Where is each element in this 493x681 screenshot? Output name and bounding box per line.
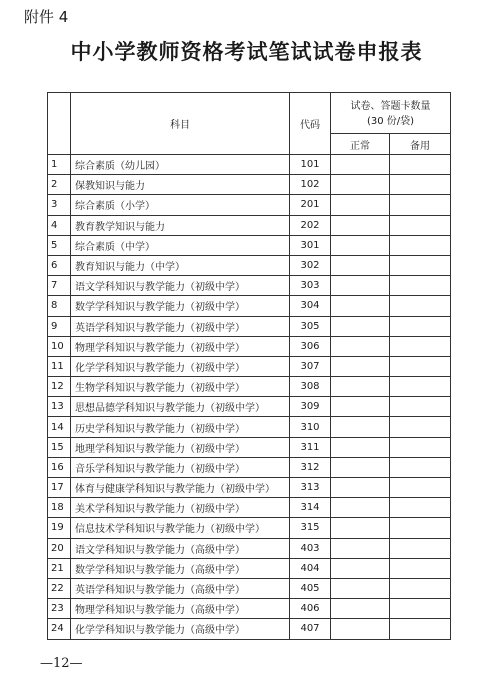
subject-cell: 体育与健康学科知识与教学能力（初级中学） [71,478,290,498]
normal-count-cell [331,235,390,255]
attachment-label: 附件 4 [24,8,69,26]
normal-count-cell [331,478,390,498]
code-cell: 315 [290,518,331,538]
spare-count-cell [390,235,451,255]
subject-cell: 化学学科知识与教学能力（初级中学） [71,356,290,376]
subject-cell: 英语学科知识与教学能力（初级中学） [71,316,290,336]
row-number-cell: 22 [48,578,71,598]
row-number-cell: 8 [48,296,71,316]
code-cell: 201 [290,195,331,215]
code-cell: 312 [290,457,331,477]
row-number-cell: 5 [48,235,71,255]
table-row [48,336,451,356]
table-row [48,276,451,296]
spare-count-cell [390,417,451,437]
row-number-cell: 4 [48,215,71,235]
table-row [48,356,451,376]
table-row [48,255,451,275]
normal-count-cell [331,276,390,296]
table-row [48,619,451,639]
spare-count-cell [390,296,451,316]
subject-cell: 语文学科知识与教学能力（初级中学） [71,276,290,296]
spare-count-cell [390,276,451,296]
row-number-cell: 20 [48,538,71,558]
row-number-cell: 13 [48,397,71,417]
spare-count-cell [390,457,451,477]
spare-count-cell [390,558,451,578]
normal-count-cell [331,336,390,356]
subject-cell: 语文学科知识与教学能力（高级中学） [71,538,290,558]
row-number-cell: 9 [48,316,71,336]
row-number-cell: 17 [48,478,71,498]
subject-cell: 化学学科知识与教学能力（高级中学） [71,619,290,639]
subject-cell: 物理学科知识与教学能力（高级中学） [71,599,290,619]
header-subject: 科目 [71,93,290,155]
normal-count-cell [331,377,390,397]
normal-count-cell [331,175,390,195]
code-cell: 407 [290,619,331,639]
subject-cell: 英语学科知识与教学能力（高级中学） [71,578,290,598]
subject-cell: 数学学科知识与教学能力（高级中学） [71,558,290,578]
normal-count-cell [331,397,390,417]
table-row [48,195,451,215]
row-number-cell: 1 [48,155,71,175]
row-number-cell: 16 [48,457,71,477]
spare-count-cell [390,578,451,598]
application-table [47,92,451,640]
normal-count-cell [331,558,390,578]
spare-count-cell [390,316,451,336]
subject-cell: 音乐学科知识与教学能力（初级中学） [71,457,290,477]
table-row [48,175,451,195]
spare-count-cell [390,599,451,619]
code-cell: 102 [290,175,331,195]
code-cell: 301 [290,235,331,255]
code-cell: 311 [290,437,331,457]
table-row [48,518,451,538]
normal-count-cell [331,498,390,518]
code-cell: 405 [290,578,331,598]
row-number-cell: 2 [48,175,71,195]
table-row [48,478,451,498]
normal-count-cell [331,316,390,336]
spare-count-cell [390,518,451,538]
spare-count-cell [390,195,451,215]
normal-count-cell [331,296,390,316]
row-number-cell: 6 [48,255,71,275]
subject-cell: 物理学科知识与教学能力（初级中学） [71,336,290,356]
subject-cell: 保教知识与能力 [71,175,290,195]
row-number-cell: 24 [48,619,71,639]
subject-cell: 生物学科知识与教学能力（初级中学） [71,377,290,397]
normal-count-cell [331,155,390,175]
spare-count-cell [390,336,451,356]
table-row [48,377,451,397]
page-number: —12— [40,656,83,671]
normal-count-cell [331,538,390,558]
code-cell: 307 [290,356,331,376]
table-row [48,155,451,175]
table-row [48,498,451,518]
row-number-cell: 19 [48,518,71,538]
subject-cell: 信息技术学科知识与教学能力（初级中学） [71,518,290,538]
header-quantity [331,93,451,134]
normal-count-cell [331,578,390,598]
code-cell: 202 [290,215,331,235]
spare-count-cell [390,538,451,558]
table-row [48,316,451,336]
subject-cell: 思想品德学科知识与教学能力（初级中学） [71,397,290,417]
row-number-cell: 7 [48,276,71,296]
spare-count-cell [390,377,451,397]
subject-cell: 综合素质（幼儿园） [71,155,290,175]
header-quantity-line2: (30 份/袋) [366,116,415,127]
code-cell: 305 [290,316,331,336]
normal-count-cell [331,518,390,538]
row-number-cell: 10 [48,336,71,356]
page-title: 中小学教师资格考试笔试试卷申报表 [70,39,423,64]
subject-cell: 综合素质（小学） [71,195,290,215]
spare-count-cell [390,437,451,457]
table-row [48,558,451,578]
row-number-cell: 11 [48,356,71,376]
subject-cell: 教育知识与能力（中学） [71,255,290,275]
spare-count-cell [390,356,451,376]
normal-count-cell [331,215,390,235]
spare-count-cell [390,215,451,235]
spare-count-cell [390,397,451,417]
subject-cell: 教育教学知识与能力 [71,215,290,235]
normal-count-cell [331,417,390,437]
code-cell: 314 [290,498,331,518]
row-number-cell: 23 [48,599,71,619]
spare-count-cell [390,498,451,518]
spare-count-cell [390,478,451,498]
table-row [48,437,451,457]
subject-cell: 数学学科知识与教学能力（初级中学） [71,296,290,316]
normal-count-cell [331,255,390,275]
code-cell: 404 [290,558,331,578]
code-cell: 313 [290,478,331,498]
spare-count-cell [390,619,451,639]
subject-cell: 地理学科知识与教学能力（初级中学） [71,437,290,457]
header-number [48,93,71,155]
table-row [48,235,451,255]
table-row [48,457,451,477]
code-cell: 308 [290,377,331,397]
code-cell: 406 [290,599,331,619]
row-number-cell: 18 [48,498,71,518]
spare-count-cell [390,155,451,175]
subject-cell: 综合素质（中学） [71,235,290,255]
table-row [48,538,451,558]
code-cell: 306 [290,336,331,356]
header-normal: 正常 [331,134,390,155]
subject-cell: 历史学科知识与教学能力（初级中学） [71,417,290,437]
table-body [48,155,451,640]
table-row [48,215,451,235]
row-number-cell: 15 [48,437,71,457]
normal-count-cell [331,457,390,477]
normal-count-cell [331,619,390,639]
code-cell: 304 [290,296,331,316]
subject-cell: 美术学科知识与教学能力（初级中学） [71,498,290,518]
row-number-cell: 21 [48,558,71,578]
row-number-cell: 3 [48,195,71,215]
header-quantity-line1: 试卷、答题卡数量 [350,101,431,112]
table-row [48,599,451,619]
code-cell: 310 [290,417,331,437]
table-row [48,417,451,437]
header-code: 代码 [290,93,331,155]
normal-count-cell [331,437,390,457]
normal-count-cell [331,599,390,619]
table-row [48,578,451,598]
header-spare: 备用 [390,134,451,155]
spare-count-cell [390,255,451,275]
code-cell: 303 [290,276,331,296]
code-cell: 302 [290,255,331,275]
normal-count-cell [331,356,390,376]
row-number-cell: 12 [48,377,71,397]
normal-count-cell [331,195,390,215]
spare-count-cell [390,175,451,195]
code-cell: 101 [290,155,331,175]
table-row [48,296,451,316]
code-cell: 403 [290,538,331,558]
row-number-cell: 14 [48,417,71,437]
table-row [48,397,451,417]
code-cell: 309 [290,397,331,417]
